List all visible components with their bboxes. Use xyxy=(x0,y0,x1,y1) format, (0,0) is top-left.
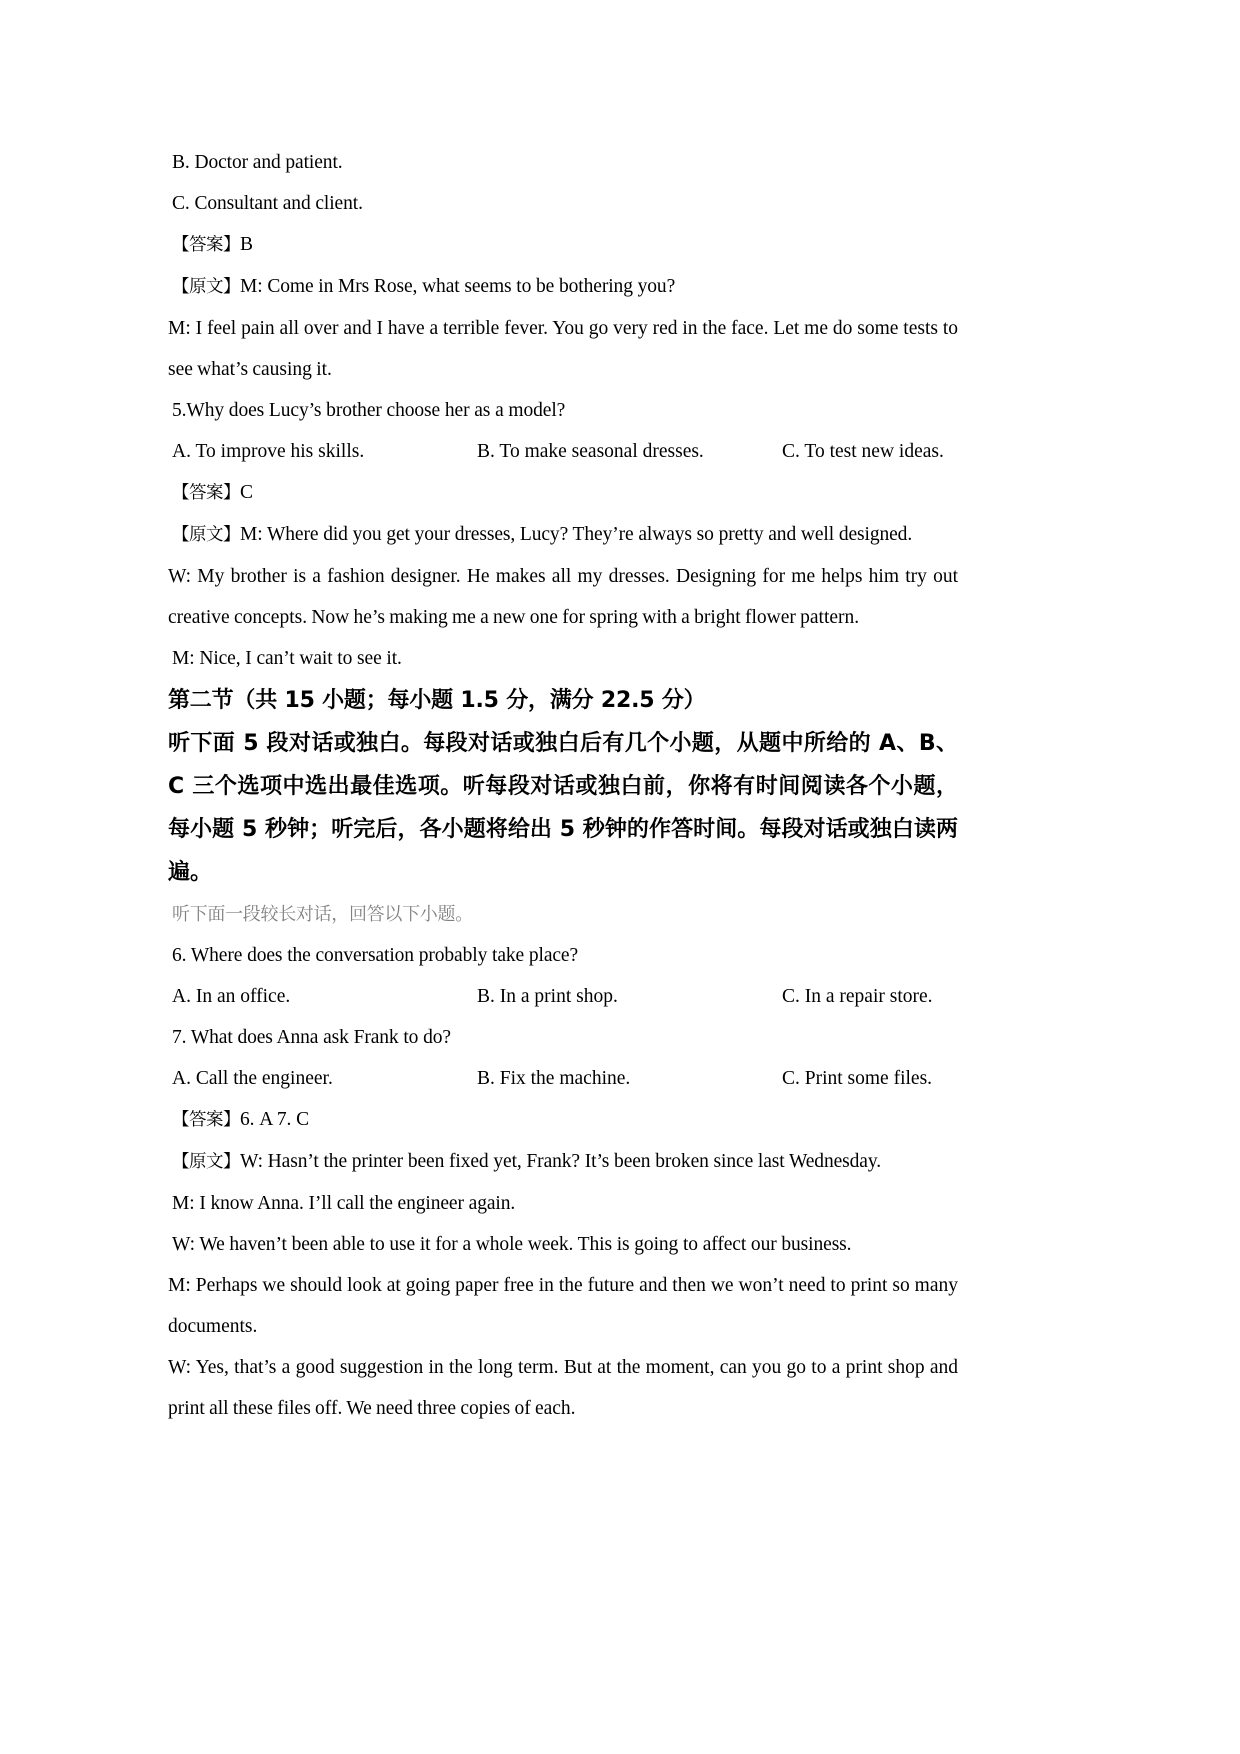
q67-answer-row xyxy=(168,1099,958,1141)
q67-transcript-row xyxy=(168,1141,958,1183)
q4-answer-value: B xyxy=(240,234,253,255)
q5-transcript-line2: W: My brother is a fashion designer. He makes all my dresses. Designing for me helps him try out creative concepts. Now he’s making me a new one for spring with a bright flower pattern. xyxy=(168,566,958,628)
q7-option-a: A. Call the engineer. xyxy=(172,1068,333,1089)
document-body xyxy=(168,142,958,1429)
q5-stem: 5.Why does Lucy’s brother choose her as a model? xyxy=(172,400,566,421)
q5-answer-row xyxy=(168,472,958,514)
transcript-label: 【原文】 xyxy=(172,277,240,297)
q4-option-b: B. Doctor and patient. xyxy=(172,152,343,173)
q4-option-c: C. Consultant and client. xyxy=(172,193,363,214)
q67-transcript-line3: W: We haven’t been able to use it for a whole week. This is going to affect our business. xyxy=(172,1234,852,1255)
answer-label: 【答案】 xyxy=(172,483,240,503)
q5-transcript-line1: M: Where did you get your dresses, Lucy? They’re always so pretty and well designed. xyxy=(240,524,913,545)
q4-transcript-line1: M: Come in Mrs Rose, what seems to be bothering you? xyxy=(240,276,676,297)
q67-transcript-line4: M: Perhaps we should look at going paper free in the future and then we won’t need to print so many documents. xyxy=(168,1275,958,1337)
q5-option-a: A. To improve his skills. xyxy=(172,441,365,462)
q67-transcript-line2: M: I know Anna. I’ll call the engineer again. xyxy=(172,1193,516,1214)
q6-option-c: C. In a repair store. xyxy=(782,986,933,1007)
q6-stem: 6. Where does the conversation probably take place? xyxy=(172,945,579,966)
transcript-label: 【原文】 xyxy=(172,1152,240,1172)
q7-option-b: B. Fix the machine. xyxy=(477,1068,631,1089)
q7-stem: 7. What does Anna ask Frank to do? xyxy=(172,1027,451,1048)
q7-option-c: C. Print some files. xyxy=(782,1068,933,1089)
q67-transcript-line5: W: Yes, that’s a good suggestion in the long term. But at the moment, can you go to a print shop and print all these files off. We need three copies of each. xyxy=(168,1357,958,1419)
q5-option-c: C. To test new ideas. xyxy=(782,441,944,462)
q67-answer-value: 6. A 7. C xyxy=(240,1109,309,1130)
q5-options-row xyxy=(168,431,958,472)
q4-answer-row xyxy=(168,224,958,266)
answer-label: 【答案】 xyxy=(172,1110,240,1130)
q5-transcript-row xyxy=(168,514,958,556)
q5-transcript-line3: M: Nice, I can’t wait to see it. xyxy=(172,648,402,669)
q6-option-a: A. In an office. xyxy=(172,986,291,1007)
q5-option-b: B. To make seasonal dresses. xyxy=(477,441,704,462)
q5-answer-value: C xyxy=(240,482,253,503)
q6-option-b: B. In a print shop. xyxy=(477,986,618,1007)
q4-transcript-row xyxy=(168,266,958,308)
section-instructions: 听下面 5 段对话或独白。每段对话或独白后有几个小题，从题中所给的 A、B、C 三个选项中选出最佳选项。听每段对话或独白前，你将有时间阅读各个小题，每小题 5 秒钟；听完后，各小题将给出 5 秒钟的作答时间。每段对话或独白读两遍。 xyxy=(168,731,958,885)
q6-options-row xyxy=(168,976,958,1017)
section-title: 第二节（共 15 小题；每小题 1.5 分，满分 22.5 分） xyxy=(168,688,706,713)
transcript-label: 【原文】 xyxy=(172,525,240,545)
q67-transcript-line1: W: Hasn’t the printer been fixed yet, Frank? It’s been broken since last Wednesday. xyxy=(240,1151,882,1172)
q4-transcript-line2: M: I feel pain all over and I have a terrible fever. You go very red in the face. Let me do some tests to see what’s causing it. xyxy=(168,318,958,380)
q7-options-row xyxy=(168,1058,958,1099)
answer-label: 【答案】 xyxy=(172,235,240,255)
sub-instruction: 听下面一段较长对话，回答以下小题。 xyxy=(172,904,473,925)
